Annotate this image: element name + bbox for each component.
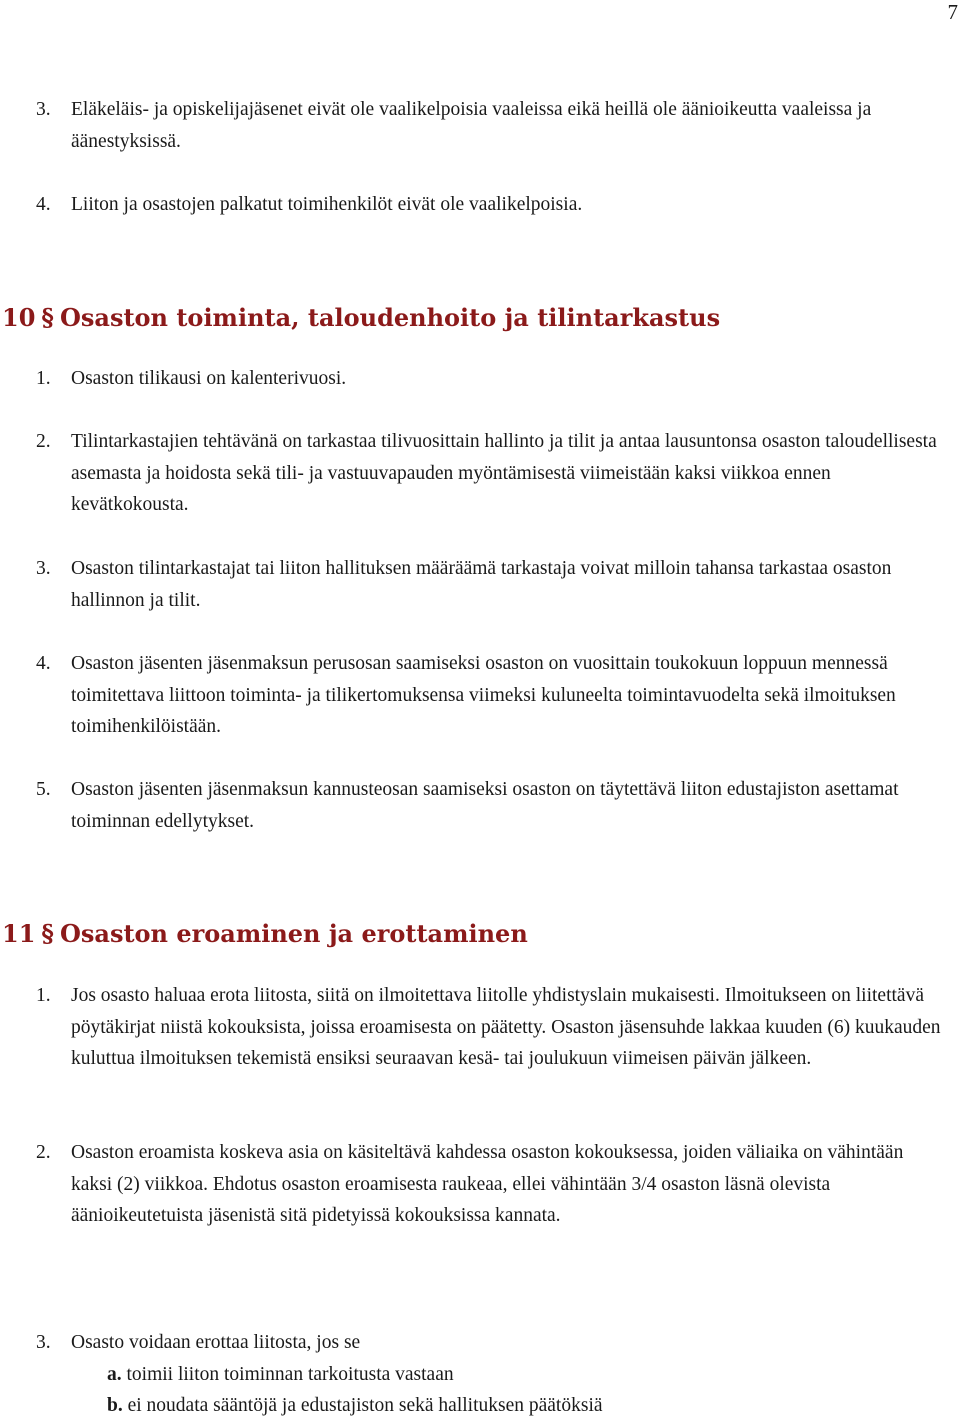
item-text: Osaston jäsenten jäsenmaksun perusosan saamiseksi osaston on vuosittain toukokuun loppuun mennessä toimitettava liittoon toiminta- ja tilikertomuksensa viimeksi kuluneelta toimintavuodelta sekä ilmoituksen toimihenkilöistään. <box>71 653 896 737</box>
item-text: Osaston tilintarkastajat tai liiton hallituksen määräämä tarkastaja voivat milloin tahansa tarkastaa osaston hallinnon ja tilit. <box>71 558 892 611</box>
item-text: Osaston jäsenten jäsenmaksun kannusteosan saamiseksi osaston on täytettävä liiton edustajiston asettamat toiminnan edellytykset. <box>71 779 899 832</box>
item-number: 2. <box>36 1142 51 1163</box>
section-symbol: § <box>41 303 54 332</box>
section-title: Osaston eroaminen ja erottaminen <box>59 919 528 948</box>
section-title: Osaston toiminta, taloudenhoito ja tilintarkastus <box>59 303 721 332</box>
item-number: 1. <box>36 368 51 389</box>
item-text: Osasto voidaan erottaa liitosta, jos se <box>71 1332 361 1353</box>
item-number: 4. <box>36 194 51 215</box>
list-item <box>36 363 946 395</box>
section-number: 10 <box>2 303 36 332</box>
item-number: 5. <box>36 779 51 800</box>
list-item <box>36 774 946 837</box>
sub-item-text: ei noudata sääntöjä ja edustajiston sekä hallituksen päätöksiä <box>127 1395 603 1416</box>
item-number: 3. <box>36 558 51 579</box>
sub-item <box>107 1360 454 1390</box>
item-number: 3. <box>36 99 51 120</box>
item-number: 1. <box>36 985 51 1006</box>
sub-item-text: toimii liiton toiminnan tarkoitusta vastaan <box>126 1364 454 1385</box>
item-text: Osaston eroamista koskeva asia on käsiteltävä kahdessa osaston kokouksessa, joiden väliaika on vähintään kaksi (2) viikkoa. Ehdotus osaston eroamisesta raukeaa, ellei vähintään 3/4 osaston läsnä olevista äänioikeutetuista jäsenistä sitä pidetyissä kokouksissa kannata. <box>71 1142 904 1226</box>
list-item <box>36 648 946 743</box>
item-number: 4. <box>36 653 51 674</box>
item-text: Tilintarkastajien tehtävänä on tarkastaa tilivuosittain hallinto ja tilit ja antaa lausuntonsa osaston taloudellisesta asemasta ja hoidosta sekä tili- ja vastuuvapauden myöntämisestä viimeistään kaksi viikkoa ennen kevätkokousta. <box>71 431 937 515</box>
list-item <box>36 553 946 616</box>
list-item <box>36 426 946 521</box>
list-item <box>36 189 946 221</box>
page-number: 7 <box>947 0 958 24</box>
item-text: Jos osasto haluaa erota liitosta, siitä on ilmoitettava liitolle yhdistyslain mukaisesti. Ilmoitukseen on liitettävä pöytäkirjat niistä kokouksista, joissa eroamisesta on päätetty. Osaston jäsensuhde lakkaa kuuden (6) kuukauden kuluttua ilmoituksen tekemistä ensiksi seuraavan kesä- tai joulukuun viimeisen päivän jälkeen. <box>71 985 941 1069</box>
item-text: Osaston tilikausi on kalenterivuosi. <box>71 368 347 389</box>
section-number: 11 <box>2 919 36 948</box>
item-number: 2. <box>36 431 51 452</box>
sub-item-letter: a. <box>107 1364 122 1385</box>
item-text: Eläkeläis- ja opiskelijajäsenet eivät ole vaalikelpoisia vaaleissa eikä heillä ole äänioikeutta vaaleissa ja äänestyksissä. <box>71 99 872 152</box>
list-item <box>36 94 946 157</box>
sub-item-letter: b. <box>107 1395 123 1416</box>
item-number: 3. <box>36 1332 51 1353</box>
section-heading <box>2 918 528 950</box>
section-heading <box>2 302 720 334</box>
sub-item <box>107 1391 603 1421</box>
list-item <box>36 980 946 1075</box>
item-text: Liiton ja osastojen palkatut toimihenkilöt eivät ole vaalikelpoisia. <box>71 194 583 215</box>
list-item <box>36 1327 946 1359</box>
list-item <box>36 1137 946 1232</box>
section-symbol: § <box>41 919 54 948</box>
